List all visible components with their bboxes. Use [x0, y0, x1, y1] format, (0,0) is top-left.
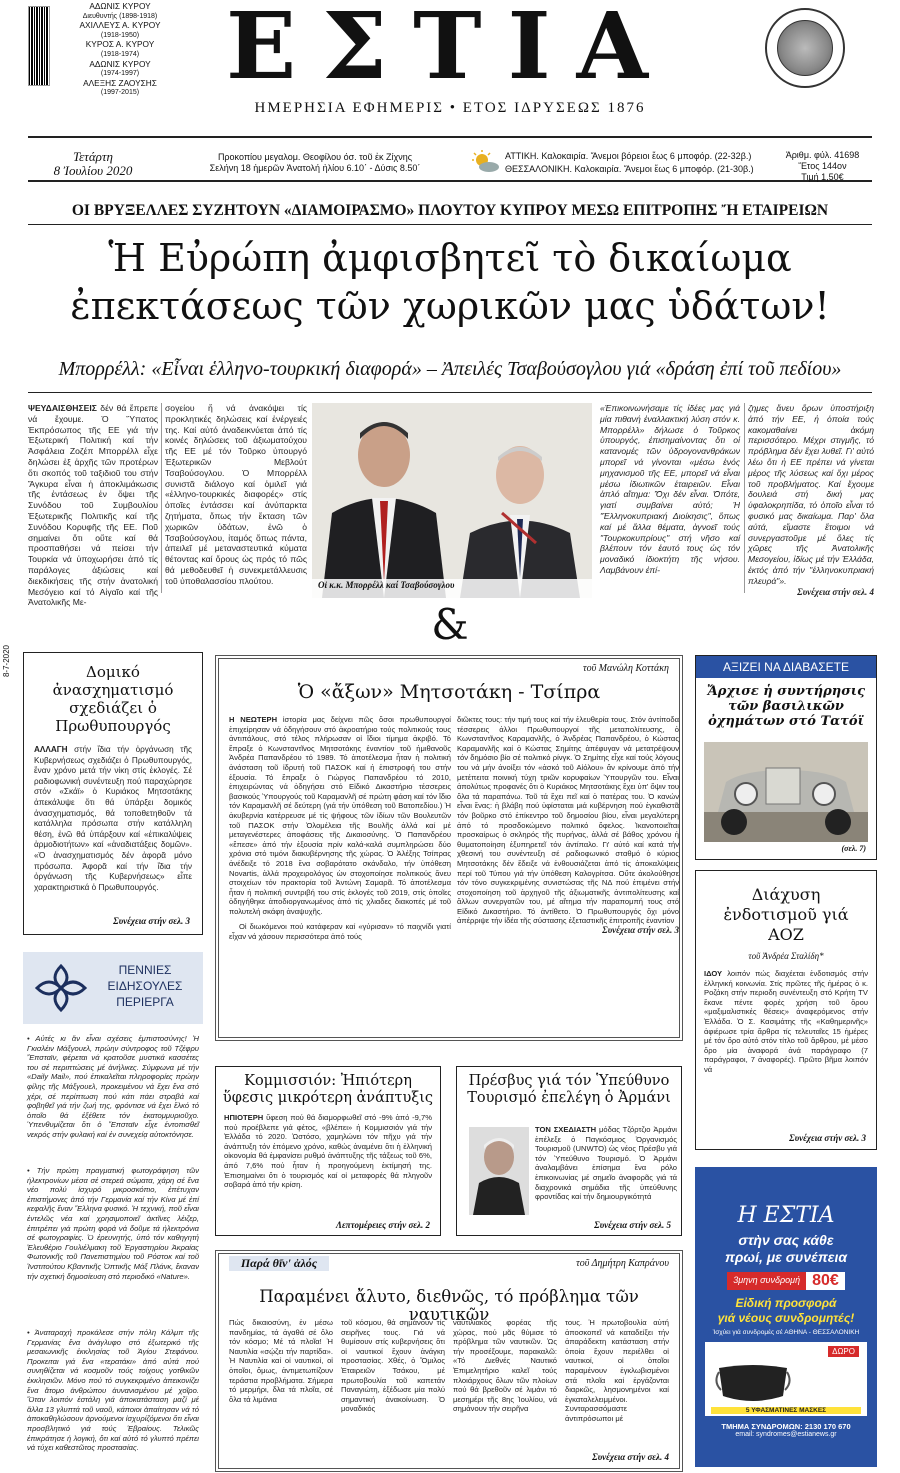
worth-reading-banner: ΑΞΙΖΕΙ ΝΑ ΔΙΑΒΑΣΕΤΕ	[696, 656, 876, 678]
ambassador-dropword: ΤΟΝ ΣΧΕΔΙΑΣΤΗ	[535, 1125, 597, 1134]
continued-link[interactable]: Συνέχεια στήν σελ. 3	[602, 925, 679, 936]
reform-dropword: ΑΛΛΑΓΗ	[34, 745, 68, 754]
worth-reading-title: Ἄρχισε ἡ συντήρησις τῶν βασιλικῶν ὀχημάτων στό Τατόϊ	[707, 684, 865, 729]
continued-link[interactable]: Λεπτομέρειες στήν σελ. 2	[335, 1220, 430, 1230]
section-label: Παρά θῖν' ἁλός	[229, 1256, 329, 1271]
lead-dropword: ΨΕΥΔΑΙΣΘΗΣΕΙΣ	[28, 403, 97, 413]
issue-year: Ἔτος 144ον	[798, 161, 847, 171]
lead-col5-text: ζημες ἄνευ ὅρων ὑποστήριξη ἀπό τήν ΕΕ, ἡ ὁποία τούς κακομαθαίνει ἀκόμη περισσότερο. Μέχρι στιγμῆς, τό πρόβλημα δέν ἔχει λυθεῖ. Γι' αὐτό λέω ὅτι ἡ ΕΕ πρέπει νά γίνεται μέρος τῆς λύσεως καί ὄχι μέρος τοῦ προβλήματος. Καί ἔχουμε δουλειά στή δική μας ὑφαλοκρηπίδα, τό ὁποῖο εἶναι τό φυσικό μας δικαίωμα. Παρ' ὅλα αὐτά, εἴμαστε ἕτοιμοι νά συνεργαστοῦμε μέ ὅλες τίς χῶρες τῆς Ἀνατολικῆς Μεσογείου, ἰδίως μέ τήν Ἑλλάδα, ἐκτός ἀπό τήν "ἑλληνοκυπριακή πλευρά"».	[748, 403, 874, 586]
sailors-column-4: τους. Ἡ πρωτοβουλία αὐτή ἀποσκοπεῖ νά καταδείξει τήν ἀπαράδεκτη κατάσταση στήν ὁποία ἔχουν περιέλθει οἱ ναυτικοί, οἱ ὁποῖοι παραμένουν ἐγκλωβισμένοι στά πλοῖα καί ἐργάζονται διαρκῶς, λησμονημένοι καί ἐγκαταλελειμμένοι. Συνταρασσόμαστε ἀντιπρόσωποι μέ	[565, 1318, 669, 1423]
issue-day: Τετάρτη	[73, 149, 113, 164]
headline-line-1: Ἡ Εὐρώπη ἀμφισβητεῖ τὸ δικαίωμα	[108, 236, 792, 280]
aoz-dropword: ΙΔΟΥ	[704, 969, 723, 978]
reform-article	[23, 652, 203, 935]
ad-slogan: στὴν σας κάθε πρωί, με συνέπεια	[724, 1232, 848, 1265]
ambassador-article	[456, 1066, 682, 1236]
lead-photo	[312, 403, 592, 598]
continued-link[interactable]: Συνέχεια στήν σελ. 4	[592, 1452, 669, 1462]
aoz-title: Διάχυση ἐνδοτισμοῦ γιά ΑΟΖ	[723, 885, 849, 944]
ambassador-body: ΤΟΝ ΣΧΕΔΙΑΣΤΗ μόδας Τζόρτζιο Ἀρμάνι ἐπέλεξε ὁ Παγκόσμιος Ὀργανισμός Τουρισμοῦ (UNWTO) ὡς νέος Πρέσβυ γιά τόν Ὑπεύθυνο Τουρισμό. Ὁ Ἀρμάνι ἀναλαμβάνει ἐπίσημα ἕνα ρόλο ἐπικοινωνίας μέ σημεῖο ἀναφορᾶς γιά τά διαχρονικά σημάδια τῆς ὑπεύθυνης φροντίδας καί τήν δημιουργικότητά	[535, 1125, 677, 1202]
founders-list	[60, 2, 180, 98]
lead-col1-text: δέν θά ἔπρεπε νά ἔχουμε. Ὁ Ὕπατος Ἐκπρόσωπος τῆς ΕΕ γιά τήν Ἐξωτερική Πολιτική καί τήν Ἀσφάλεια Ζοζέπ Μπορρέλλ εἶχε δηλώσει ἐξ ἀρχῆς τῶν προτέρων ὅτι σκοπός τοῦ ταξιδιοῦ του στήν Ἄγκυρα εἶναι ἡ ἀποκλιμάκωσις τῆς ἐντάσεως ἐν ὄψει τῆς Συνόδου τοῦ Συμβουλίου Ἐξωτερικῆς Πολιτικῆς καί τῆς Συνόδου Κορυφῆς τῆς ΕΕ. Ποῦ σημαίνει ὅτι οὔτε καί θά προσπαθήσει νά πείσει τήν Τουρκία νά ὑποχωρήσει ἀπό τίς παράλογες ἀξιώσεις καί διεκδικήσεις τῆς στήν ἀνατολική Μεσόγειο καί τό Αἰγαῖο καί τῆς Ἀνατολικῆς Με-	[28, 403, 158, 608]
aoz-article	[695, 870, 877, 1150]
axis-column-2: διῶκτες τους: τήν τιμή τους καί τήν ἐλευθερία τους. Στόν ἀντίποδα τέσσερεις ἀλλοι Πρωθυπουργοί τῆς μεταπολίτευσης, ὁ Κωνσταντῖνος Καραμανλῆς, ὁ Ἀνδρέας Παπανδρέου, ὁ Κώστας Καραμανλῆς καί ὁ Κώστας Σημίτης ἀπέφυγαν νά μετατρέψουν τόν δημόσιο βίο σέ πολιτικό ρίνγκ. Ὁ Σημίτης εἶχε καί τούς λόγους του νά μήν ἀνοίξει τόν «ἀσκό τοῦ Αἰόλου» ἄν κρίνουμε ἀπό τήν μετέπειτα ποινική τύχη τριῶν κορυφαίων Ὑπουργῶν του. Εἶναι ἀπολύτως προφανές ὅτι ὁ Κυριάκος Μητσοτάκης ἔχει ὑπ' ὄψιν του ὅλα τά παραπάνω. Τοῦ τά ἔχει πεῖ καί ὁ πατέρας του. Ὁ κανών εἶναι ἕνας: ἡ βλάβη πού ὑφίσταται μιά κυβέρνηση πού ἐγκαθιστᾶ τόν βοῦρκο στό ἐπίκεντρο τοῦ δημοσίου βίου, εἶναι μεγαλύτερη ἀπό τό προσδοκώμενο πολιτικό ὄφελος. Ἱκανοποιεῖται προσκαίρως ὁ σκληρός τῆς πυρήνας, ἀλλά σέ βάθος χρόνου ἡ θυματοποίηση ἐξυπηρετεῖ τόν ἀντίπαλο. Γι' αὐτό καί κατά τήν χθεσινή του συνέντευξη σέ ραδιοφωνικό σταθμό ὁ κύριος Μητσοτάκης δέν ἔδειξε νά ἐνθουσιάζεται ἀπό τίς ἀποκαλύψεις περί τοῦ Τύπου γιά τήν ὑπόθεση Καλογρίτσα. Οὔτε ἀκολούθησε τόν τόνο συγκεκριμένης συνιστώσας τῆς ΝΔ πού ἐπιμένει στήν στοχοποίηση τοῦ ἀρχηγοῦ τῆς ἀξιωματικῆς ἀντιπολίτευσης καί ἄλλων συνεργατῶν του, μέ αἴτημα τήν παραπομπή τους στό Εἰδικό Δικαστήριο. Τό ἀντίθετο. Ὁ Πρωθυπουργός ὄχι μόνο ἀπέρριψε τήν ἰδέα τῆς σύστασης ἐξεταστικῆς ἐπιτροπῆς ἐναντίον Συνέχεια στήν σελ. 3	[457, 715, 679, 936]
brief-item: • Αὐτές κι ἄν εἶναι σχέσεις ἐμπιστοσύνης! Ἡ Γκισλέιν Μάξγουελ, πρώην σύντροφος τοῦ Τζέφρυ Ἔπσταϊν, φέρεται νά κρατοῦσε μυστικά κασσέτες του σέ περιπτώσεις μέ ἀνήλικες. Σύμφωνα μέ τήν «Daily Mail», πού ἐπικαλεῖται πληροφορίες πρώην φίλης τῆς Μάξγουελ, προκειμένου νά ἔχει ἔνα στό χέρι, σέ περίπτωση πού κάτι πάει στραβά καί φοβηθεῖ γιά τήν ζωή της, φρόντισε νά ἔχει ἕλκό τό ὁποῖο θά ἐξέθετε τόν ἑκατομμυριοῦχο. Ὑπενθυμίζεται ὅτι ὁ Ἔπσταϊν εἶχε ἐντοπισθεῖ νεκρός στήν φυλακή καί ἐν συνεχείᾳ αὐτοκτόνησε.	[27, 1034, 199, 1139]
sailors-column-2: τοῦ κόσμου, θά σημάνουν τίς σειρῆνες τους. Γιά νά θυμίσουν στίς κυβερνήσεις ὅτι οἱ ναυτικοί ἔχουν ἀνάγκη προστασίας. Χθές, ὁ Ὅμιλος Ἑταιρειῶν Τσάκου, μέ πρωτοβουλία τοῦ καπετάν Παναγιώτη, ἐξέδωσε μία πολύ σημαντική ἀνακοίνωση. Ὁ μοναδικός	[341, 1318, 445, 1414]
axis-title: Ὁ «ἄξων» Μητσοτάκη - Τσίπρα	[297, 681, 601, 703]
issue-info	[770, 150, 875, 183]
sailors-column-1: Πώς δικαιοσύνη, ἐν μέσω πανδημίας, τά ἀγαθά σέ ὅλο τόν κόσμο; Μέ τά πλοῖα! Ἡ Ναυτιλία «σῴζει τήν παρτίδα». Ἡ Ναυτιλία καί οἱ ναυτικοί, οἱ ὁποῖοι, ὅμως, ἀντιμετωπίζουν τεράστια προβλήματα. Σήμερα τό μερμήρι, δλα τά πλοῖα, σέ ὅλα τά λιμάνια	[229, 1318, 333, 1404]
side-date: 8-7-2020	[2, 645, 11, 678]
founder-years: (1918-1974)	[100, 50, 140, 58]
ad-gift: ΔΩΡΟ	[828, 1346, 859, 1357]
ad-mask-panel	[705, 1342, 867, 1416]
subscription-ad[interactable]	[695, 1167, 877, 1467]
issue-number: Ἀριθμ. φύλ. 41698	[785, 150, 860, 160]
issue-price: Τιμή 1,50€	[801, 172, 844, 182]
masthead-subtitle: ΗΜΕΡΗΣΙΑ ΕΦΗΜΕΡΙΣ • ΕΤΟΣ ΙΔΡΥΣΕΩΣ 1876	[254, 100, 646, 116]
ad-logo: Η ΕΣΤΙΑ	[737, 1203, 835, 1228]
axis-dropword: Η ΝΕΩΤΕΡΗ	[229, 715, 278, 724]
commission-title: Κομμισσιόν: Ἠπιότερη ὕφεσις μικρότερη ἀνάπτυξις	[222, 1073, 434, 1106]
commission-dropword: ΗΠΙΟΤΕΡΗ	[224, 1113, 264, 1122]
continued-link[interactable]: Συνέχεια στήν σελ. 3	[789, 1133, 866, 1143]
ad-price: 80€	[806, 1272, 845, 1290]
ad-price-row	[695, 1272, 877, 1290]
sailors-byline: τοῦ Δημήτρη Καπράνου	[576, 1258, 669, 1269]
lead-column-4: «Ἐπικοινωνήσαμε τίς ἰδέες μας γιά μία πιθανή ἐναλλακτική λύση στόν κ. Μπορρέλλ» δήλωσε ὁ Τοῦρκος ὑπουργός, ἐπισημαίνοντας ὅτι οἱ κατανομές τῶν ὑδρογονανθράκων μπορεῖ νά γίνονται «μέσω ἑνός μηχανισμοῦ τῆς ΕΕ, μπορεῖ νά εἶναι μέσω ἰδιωτικῶν ἑταιρειῶν. Εἶναι ἁπλό αἴτημα: Ὄχι δέν εἶναι. Ὁπότε, γιατί συμβαίνει αὐτό; Ἡ "Ἑλληνοκυπριακή Διοίκησις", ὅπως καί μέ ἄλλα θέματα, ἀγνοεῖ τούς "Τουρκοκυπρίους" στή νῆσο καί βλέπουν τόν ἑαυτό τους ὡς τόν μοναδικό ἰδιοκτήτη τῆς νήσου. Λαμβάνουν ἐπί-	[600, 403, 740, 575]
sun-cloud-icon	[470, 150, 500, 174]
photo-caption: Οἱ κ.κ. Μπορρέλλ καί Τσαβούσογλου	[318, 580, 455, 590]
founder-name: ΚΥΡΟΣ Α. ΚΥΡΟΥ	[85, 39, 155, 50]
armani-photo	[469, 1127, 529, 1215]
brief-item: • Τήν πρώτη πραγματική φωτογράφηση τῶν ἠλεκτρονίων μέσα σέ στερεά σώματα, χάρη σέ ἕνα νέο πολύ ἰσχυρό μικροσκόπιο, ἐπέτυχαν ἐπιστήμονες ἀπό τήν Γερμανία καί τήν Κίνα μέ ἐπί κεφαλῆς ἕναν Ἕλληνα φυσικό. Ἡ τεχνική, ποῦ εἶναι ἐντελῶς νέα καί χρησιμοποιεῖ ἀκτῖνες λέιζερ, ἐπιτρέπει γιά πρώτη φορά νά δοῦμε τά ἠλεκτρόνια σέ φωτογραφίες. Ὁ ἐρευνητής, ὑπό τόν καθηγητή Ἐλευθέριο Γουλιέλμακη τοῦ Ἐργαστηρίου Ἀκραίας Φωτονικῆς τοῦ Πανεπιστημίου τοῦ Ρόστοκ καί τοῦ Ἰνστιτούτου Κβαντικῆς Ὀπτικῆς Μάξ Πλάνκ, ἔκαναν τήν σχετική δημοσίευση στό περιοδικό «Nature».	[27, 1166, 199, 1281]
founder-name: ΑΔΩΝΙΣ ΚΥΡΟΥ	[89, 58, 151, 69]
ornament-icon	[29, 960, 93, 1016]
founder-name: ΑΧΙΛΛΕΥΣ Α. ΚΥΡΟΥ	[79, 20, 161, 31]
ad-email: email: syndromes@estianews.gr	[735, 1431, 837, 1438]
founder-name: ΑΛΕΞΗΣ ΖΑΟΥΣΗΣ	[83, 77, 157, 88]
worth-reading-box	[695, 655, 877, 860]
weather-attica: ΑΤΤΙΚΗ. Καλοκαιρία. Ἄνεμοι βόρειοι ἕως 6 μποφόρ. (22-32β.)	[505, 151, 752, 161]
ambassador-title: Πρέσβυς γιά τόν Ὑπεύθυνο Τουρισμό ἐπελέγη ὁ Ἀρμάνι	[467, 1073, 671, 1106]
ad-plan: 3μηνη συνδρομή	[727, 1272, 806, 1290]
ad-offer: Εἰδική προσφορά γιά νέους συνδρομητές!	[717, 1296, 855, 1325]
founder-years: (1918-1950)	[100, 31, 140, 39]
ad-area: Ἰσχύει γιά συνδρομές σέ ΑΘΗΝΑ - ΘΕΣΣΑΛΟΝΙΚΗ	[712, 1329, 860, 1336]
briefs-title: ΠΕΝΝΙΕΣ ΕΙΔΗΣΟΥΛΕΣ ΠΕΡΙΕΡΓΑ	[107, 963, 183, 1009]
lead-kicker: ΟΙ ΒΡΥΞΕΛΛΕΣ ΣΥΖΗΤΟΥΝ «ΔΙΑΜΟΙΡΑΣΜΟ» ΠΛΟΥΤΟΥ ΚΥΠΡΟΥ ΜΕΣΩ ΕΠΙΤΡΟΠΗΣ Ἤ ΕΤΑΙΡΕΙΩΝ	[71, 202, 829, 219]
barcode	[28, 6, 50, 86]
seal-emblem	[765, 8, 845, 88]
lead-column-5	[748, 403, 874, 597]
briefs-section	[23, 952, 203, 1472]
axis-column-1: Η ΝΕΩΤΕΡΗ ἱστορία μας δείχνει πῶς ὅσοι πρωθυπουργοί ἐπιχείρησαν νά ὁδηγήσουν στό ἀκροατήριο τούς πολιτικούς τους ἀντιπάλους, στό τέλος πλήρωσαν οἱ ἴδιοι τίμημα ἀκριβό. Τό ἔπραξε ὁ Κωνσταντῖνος Μητσοτάκης ἐναντίον τοῦ ἡμιθανοῦς Ἀνδρέα Παπανδρέου τό 1989. Τό ἀποτέλεσμα ἦταν ἡ πολιτική ἀνάσταση τοῦ ἱδρυτή τοῦ ΠΑΣΟΚ καί ἡ ἐπιστροφή του στήν ἐξουσία. Τό ἔπραξε ὁ Γιώργος Παπανδρέου τό 2010, ἐπιχειρώντας νά ὁδηγήσει στό Εἰδικό Δικαστήριο τέσσερεις βασικούς Ὑπουργούς τοῦ Καραμανλῆ σέ πρώτη φάση καί τόν ἴδιο τόν Καραμανλῆ σέ δεύτερη (γιά τήν ὑπόθεση τοῦ Βατοπεδίου.) Ἡ ἀκυβερνία κατέρρευσε μέ τίς ψήφους τῶν ἰδίων τῶν Βουλευτῶν τοῦ ΠΑΣΟΚ στήν Ὁλομέλεια τῆς Βουλῆς ἀλλά καί μέ μεταγενέστερες ἀποφάσεις τῆς Δικαιοσύνης. Ὁ Παπανδρέου «ἔπεσε» ἀπό τήν ἐξουσία πρίν καλά-καλά συμπληρώσει δύο χρόνια στό τιμόνι διακυβέρνησης τῆς χώρας. Ὁ Ἀλέξης Τσίπρας ἀνέδειξε τό 2018 ἕνα σοβαρότατο σκάνδαλο, τήν ὑπόθεση Novartis, ἀλλά προχειρολόγος ὡν στοχοποίησε πολιτικούς ἄνευ στοιχείων τόν πρακτορία τοῦ Ἀντώνη Σαμαρᾶ. Τό ἀποτέλεσμα ἦταν ἡ πολιτική συντριβή του στίς ἐκλογές τοῦ 2019, στίς ὁποῖες ὁδηγήθηκε ἀποδιοργανωμένος ἀπό τίς χλιαδες διακοπές μέ τοῦ πολυτελή σκάφη ἀναψυχῆς. Οἱ διωκόμενοι πού κατάφεραν καί «γύρισαν» τό παιχνίδι γιατί εἶχαν νά χάσουν περισσότερα ἀπό τούς	[229, 715, 451, 942]
issue-date	[28, 150, 158, 178]
founder-years: (1997-2015)	[100, 89, 140, 97]
ampersand-ornament: &	[431, 600, 469, 649]
continued-link[interactable]: Συνέχεια στήν σελ. 3	[113, 916, 190, 926]
reform-body: ΑΛΛΑΓΗ στήν ἴδια τήν ὀργάνωση τῆς Κυβερνήσεως σχεδιάζει ὁ Πρωθυπουργός, ἕναν χρόνο μετά τήν νίκη στίς ἐκλογές. Σέ ραδιοφωνική συνέντευξη πού παραχώρησε στόν «Σκάϊ» ὁ Κυριάκος Μητσοτάκης ἀπεκάλυψε ὅτι θά ὑπάρξει δομικός ἀνασχηματισμός, θά τοποθετηθοῦν τά κατάλληλα πρόσωπα στήν κατάλληλη θέση, ἐνῶ θά ὑπάρξουν καί «ἐπικαλύψεις ἁρμοδιοτήτων» καί «ἀναδιατάξεις δομῶν». «Ὁ ἀνασχηματισμός δέν ἀφορᾶ μόνο πρόσωπα. Ἀφορᾶ καί τήν ἴδια τήν ὀργάνωση τῆς Κυβερνήσεως» εἶπε χαρακτηριστικά ὁ Πρωθυπουργός.	[34, 745, 192, 892]
lead-column-1	[28, 403, 158, 608]
mask-icon	[713, 1360, 793, 1406]
aoz-body: ΙΔΟΥ λοιπόν πώς διαχέεται ἐνδοτισμός στήν ἑλληνική κοινωνία. Στίς πρῶτες τῆς ἡμέρας ὁ κ. Ροζάκη στήν περιοδη συνέντευξη στό Κρήτη TV ἔκανε πέντε φορές χρήση τοῦ ὅρου «μαξιμαλιστικές θέσεις» ἀναφερόμενος στήν Ἑλλάδα. Ὁ Σ. Κασιμάτης τῆς «Καθημερινῆς» ἀφιέρωσε τρία ἄρθρα τίς τελευταῖες 15 ἡμέρες μέ τόν ὅρο αὐτό στόν τίτλο τοῦ ἄρθρου, μέ μέσο ὅρο μία ἀναφορά ἀνά παράγραφο (7 παράγραφοι, 7 ἀναφορές). Πρῶτο βῆμα λοιπόν νά	[704, 969, 868, 1074]
commission-article	[215, 1066, 441, 1236]
headline-line-2: ἐπεκτάσεως τῶν χωρικῶν μας ὑδάτων!	[70, 284, 830, 328]
sailors-article	[215, 1250, 683, 1472]
ad-phone: ΤΜΗΜΑ ΣΥΝΔΡΟΜΩΝ: 2130 170 670	[721, 1422, 851, 1431]
continued-link[interactable]: Συνέχεια στήν σελ. 4	[797, 586, 874, 597]
lead-column-2: σογείου ἤ νά ἀνακόψει τίς προκλητικές δηλώσεις καί ἐνέργειές της. Καί αὐτό ἀναδεικνύεται ἀπό τίς κοινές δηλώσεις τοῦ ἀξιωματούχου τῆς ΕΕ μέ τόν Τοῦρκο ὑπουργό Ἐξωτερικῶν Μεβλούτ Τσαβούσογλου. Ὁ Μπορρέλλ συνιστᾶ διάλογο καί ὁμιλεῖ γιά «ἑλληνο-τουρκικές διαφορές» στίς ὁποῖες ἐντάσσει καί ἀνύπαρκτα ζητήματα, ὅπως τήν ἔκταση τῶν χωρικῶν ὑδάτων, ἐνῶ ὁ Τσαβούσογλου, ἰταμός ὅπως πάντα, ἀπειλεῖ μέ μεταναστευτικά κύματα θέτοντας καί ὅρους ὡς πρός τό πῶς θά μεθοδευθεῖ ἡ συνεκμετάλλευσις τοῦ ὑποθαλασσίου πλούτου.	[165, 403, 307, 586]
reform-title: Δομικό ἀνασχηματισμό σχεδιάζει ὁ Πρωθυπουργός	[52, 663, 174, 735]
weather-forecast	[505, 150, 765, 176]
weather-thessaloniki: ΘΕΣΣΑΛΟΝΙΚΗ. Καλοκαιρία. Ἄνεμοι ἕως 6 μποφόρ. (21-30β.)	[505, 164, 754, 174]
lead-subhead: Μπορρέλλ: «Εἶναι ἑλληνο-τουρκική διαφορά» – Ἀπειλές Τσαβούσογλου γιά «δράση ἐπί τοῦ πεδίου»	[58, 358, 842, 380]
commission-body: ΗΠΙΟΤΕΡΗ ὕφεση πού θά διαμορφωθεῖ στό -9% ἀπό -9,7% πού προέβλεπε γιά φέτος, «βλέπει» ἡ Κομμισσιόν γιά τήν Ἑλλάδα τό 2020. Ὡστόσο, χαμηλώνει τόν πῆχυ γιά τήν ἀνάπτυξη τόν ἑπόμενο χρόνο, καθώς ἀναμένει ὅτι ἡ ἑλληνική οἰκονομία θά ἐμφανίσει ρυθμό ἀνάπτυξης τῆς τάξεως τοῦ 6%, ἀπό 7,6% πού ἦταν ἡ προηγούμενη ἐκτίμησή της. Ἐπισημαίνει ὅτι ὁ τουρισμός καί οἱ μεταφορές θά πληγοῦν σοβαρά ἀπό τήν κρίση.	[224, 1113, 432, 1190]
vintage-car-photo	[704, 742, 868, 842]
ad-masks: 5 ΥΦΑΣΜΑΤΙΝΕΣ ΜΑΣΚΕΣ	[711, 1407, 861, 1414]
masthead-title: ΕΣΤΙΑ	[225, 0, 675, 100]
lead-headline	[28, 234, 872, 330]
calendar-info	[195, 152, 435, 174]
calendar-saints: Προκοπίου μεγαλομ. Θεοφίλου όσ. τοῦ ἐκ Ζίχνης	[217, 152, 413, 162]
sailors-column-3: ναυτιλιακός φορέας τῆς χώρας, πού μᾶς θύμισε τό πρόβλημα τῶν ναυτικῶν. Ὡς τήν προσέξουμε, παρακαλῶ: «Τό Διεθνές Ναυτικό Ἐπιμελητήριο καλεῖ τούς πλοιάρχους ὅλων τῶν πλοίων πού θά βρεθοῦν σέ λιμάνι τό μεσημέρι τῆς 8ης Ἰουλίου, νά σημάνουν τήν σειρῆνα	[453, 1318, 557, 1414]
sailors-title: Παραμένει ἄλυτο, διεθνῶς, τό πρόβλημα τῶν ναυτικῶν	[259, 1287, 639, 1324]
issue-date-text: 8 Ἰουλίου 2020	[53, 163, 133, 178]
continued-link[interactable]: Συνέχεια στήν σελ. 5	[594, 1220, 671, 1230]
founder-years: Διευθυντής (1898-1918)	[82, 12, 158, 20]
axis-article	[215, 655, 683, 1041]
axis-byline: τοῦ Μανώλη Κοττάκη	[582, 663, 669, 674]
calendar-sun: Σελήνη 18 ἡμερῶν Ἀνατολή ἡλίου 6.10΄ - Δύσις 8.50΄	[209, 163, 421, 173]
brief-item: • Ἀναταραχή προκάλεσε στήν πόλη Κάλμπ τῆς Γερμανίας ἕνα ἀνάγλυφο στό ἐξωτερικό τῆς μεσαιωνικῆς ἐκκλησίας τοῦ Ἁγίου Στεφάνου. Προκειται γιά ἕνα «τερατάκι» ἀπό αὐτά πού συνηθίζεται νά κοσμοῦν τούς τοίχους γοτθικῶν ἐκκλησιῶν. Μόνο πού τό συγκεκριμένο ἀπεικονίζει ἕνα ἄτομο ἀνθρώπου ἀυνανισμένου μέ χοῖρο. Ὅταν λοιπόν ἐστάλη γιά ἀποκατάσταση μαζί μέ ἄλλα 13 γλυπτά τοῦ ναοῦ, κάποιοι ἀπαίτησαν νά τό ἀποκαθηλώσουν ἀρνούμενοι ἰσχυρίζόμενοι ὅτι εἶναι προσβλητικό γιά τούς Ἑβραίους. Τελικῶς ἐπικράτησε ἡ λογική, ὅτι καί αὐτό τό γλυπτό πρέπει νά τύχει καθεστῶτος προστασίας.	[27, 1328, 199, 1453]
founder-years: (1974-1997)	[100, 70, 140, 78]
continued-link[interactable]: (σελ. 7)	[841, 844, 866, 853]
founder-name: ΑΔΩΝΙΣ ΚΥΡΟΥ	[89, 1, 151, 11]
aoz-byline: τοῦ Ἀνδρέα Σταλίδη*	[748, 951, 824, 961]
